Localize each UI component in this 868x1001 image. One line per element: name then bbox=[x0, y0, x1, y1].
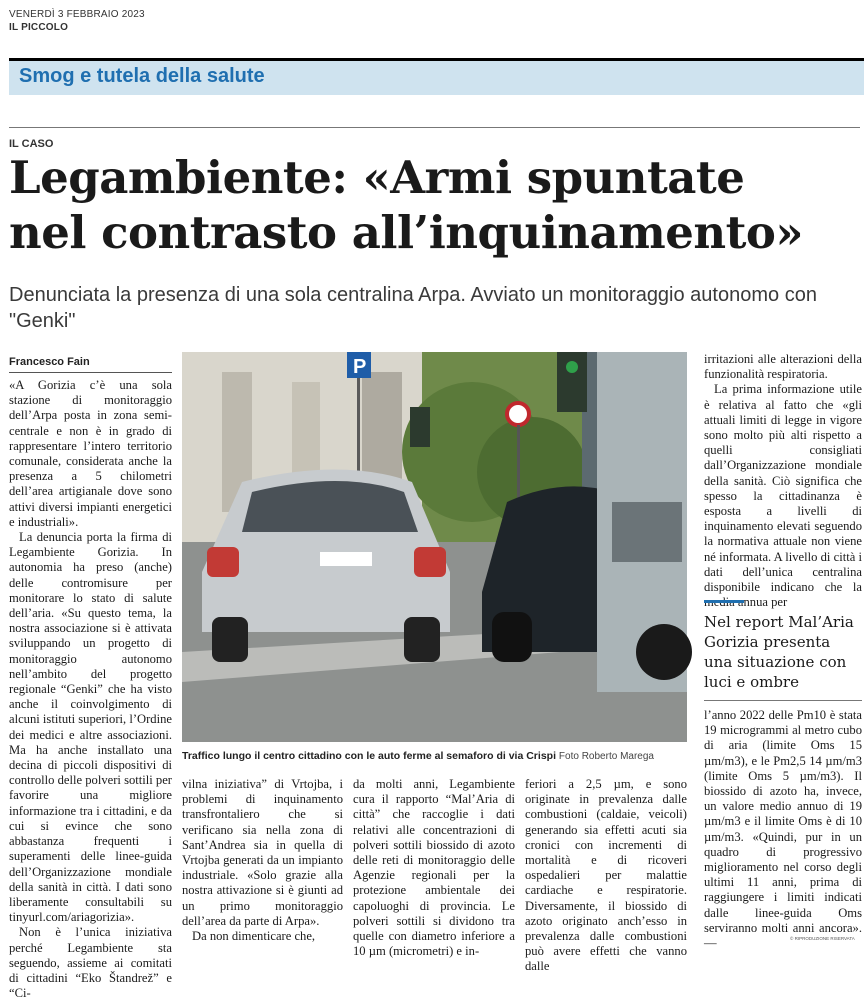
divider bbox=[9, 372, 172, 373]
article-column-2 bbox=[182, 777, 343, 947]
section-banner bbox=[9, 58, 864, 95]
paragraph: Da non dimenticare che, bbox=[192, 929, 316, 944]
parking-sign-letter: P bbox=[353, 356, 367, 378]
article-headline bbox=[9, 150, 859, 260]
article-column-3 bbox=[353, 777, 515, 959]
headline-line-2: nel contrasto all’inquinamento» bbox=[9, 206, 804, 259]
paragraph: irritazioni alle alterazioni della funzionalità respiratoria. bbox=[704, 352, 862, 382]
page-header bbox=[9, 8, 145, 34]
paragraph: La denuncia porta la firma di Legambiente Gorizia. In autonomia ha preso (anche) delle contromisure per monitorare lo stato di salute dell’aria. «Su questo tema, la nostra associazione si è attivata sviluppando un progetto di monitoraggio autonomo nell’ambito del progetto regionale “Genki” che ha visto anche il coinvolgimento di alcuni istituti superiori, l’Ordine dei medici e altre associazioni. Ma ha anche installato una decina di piccoli dispositivi di controllo delle polveri sottili per favorire una migliore informazione tra i cittadini, e da cui si evince che sono abbastanza frequenti i superamenti delle linee-guida dell’Organizzazione mondiale della sanità in città. I dati sono liberamente consultabili su tinyurl.com/ariagorizia». bbox=[9, 530, 172, 925]
byline: Francesco Fain bbox=[9, 356, 90, 368]
paragraph: Non è l’unica iniziativa perché Legambiente sta seguendo, assieme ai comitati di cittadini “Eko Štandrež” e “Ci- bbox=[9, 925, 172, 1001]
article-column-4 bbox=[525, 777, 687, 974]
newspaper-name: IL PICCOLO bbox=[9, 22, 69, 33]
paragraph: «A Gorizia c’è una sola stazione di monitoraggio dell’Arpa posta in zona semi-centrale e non è in grado di rappresentare l’intero territorio comunale, considerata anche la presenza a 5 chilometri dell’area artigianale dove sono attivi diversi impianti energetici e industriali». bbox=[9, 378, 172, 529]
paragraph: vilna iniziativa” di Vrtojba, i problemi di inquinamento transfrontaliero che si verificano sia nella zona di Sant’Andrea sia in quella di Vrtojba generati da un impianto industriale. «Solo grazie alla nostra attivazione si è giunti ad un primo monitoraggio dell’area da parte di Arpa». bbox=[182, 777, 343, 928]
paragraph: feriori a 2,5 µm, e sono originate in prevalenza dalle combustioni (caldaie, veicoli) generando sia effetti acuti sia cronici con incrementi di mortalità e di ricoveri ospedalieri per malattie cardiache e respiratorie. Diversamente, il biossido di azoto originato anch’esso in prevalenza dalle combustioni può avere effetti che vanno dalle bbox=[525, 777, 687, 974]
photo-caption bbox=[182, 750, 687, 762]
divider bbox=[9, 127, 860, 128]
paragraph: l’anno 2022 delle Pm10 è stata 19 microgrammi al metro cubo di aria (limite Oms 15 µm/m3), e le Pm2,5 14 µm/m3 (limite Oms 5 µm/m3). Il biossido di azoto ha, invece, un valore medio annuo di 19 µm/m3 e il limite Oms è di 10 µm/m3. «Quindi, pur in un quadro di progressivo miglioramento nel corso degli ultimi 11 anni, prima di raggiungere i limiti indicati dalle linee-guida Oms serviranno molti anni ancora». — bbox=[704, 708, 862, 951]
divider bbox=[704, 700, 862, 701]
pullquote-accent bbox=[704, 600, 744, 603]
photo-credit: Foto Roberto Marega bbox=[558, 751, 654, 762]
caption-text: Traffico lungo il centro cittadino con le auto ferme al semaforo di via Crispi bbox=[182, 750, 556, 762]
article-subhead: Denunciata la presenza di una sola centralina Arpa. Avviato un monitoraggio autonomo con "Genki" bbox=[9, 284, 817, 332]
traffic-photo-illustration bbox=[182, 352, 687, 742]
copyright-notice: © RIPRODUZIONE RISERVATA bbox=[790, 936, 855, 941]
pullquote: Nel report Mal’Aria Gorizia presenta una situazione con luci e ombre bbox=[704, 613, 854, 691]
paragraph: La prima informazione utile è relativa al fatto che «gli attuali limiti di legge in vigore sono molto più alti rispetto a quelli consigliati dall’Organizzazione mondiale della sanità. Ciò significa che spesso la cittadinanza è esposta a livelli di inquinamento elevati seguendo la normativa attuale non viene né informata. A livello di città i dati dell’unica centralina disponibile indicano che la media annua per bbox=[704, 382, 862, 610]
headline-line-1: Legambiente: «Armi spuntate bbox=[9, 151, 745, 204]
paragraph: da molti anni, Legambiente cura il rapporto “Mal’Aria di città” che raccoglie i dati relativi alle concentrazioni di polveri sottili biossido di azoto delle reti di monitoraggio delle Agenzie regionali per la protezione ambientale dei capoluoghi di provincia. Le polveri sottili si dividono tra quelle con diametro inferiore a 10 µm (micrometri) e in- bbox=[353, 777, 515, 959]
issue-date: VENERDÌ 3 FEBBRAIO 2023 bbox=[9, 9, 145, 20]
news-photo bbox=[182, 352, 687, 742]
article-kicker: IL CASO bbox=[9, 138, 54, 150]
article-column-1 bbox=[9, 378, 172, 1001]
article-column-5-top bbox=[704, 352, 862, 608]
section-title: Smog e tutela della salute bbox=[19, 65, 265, 87]
